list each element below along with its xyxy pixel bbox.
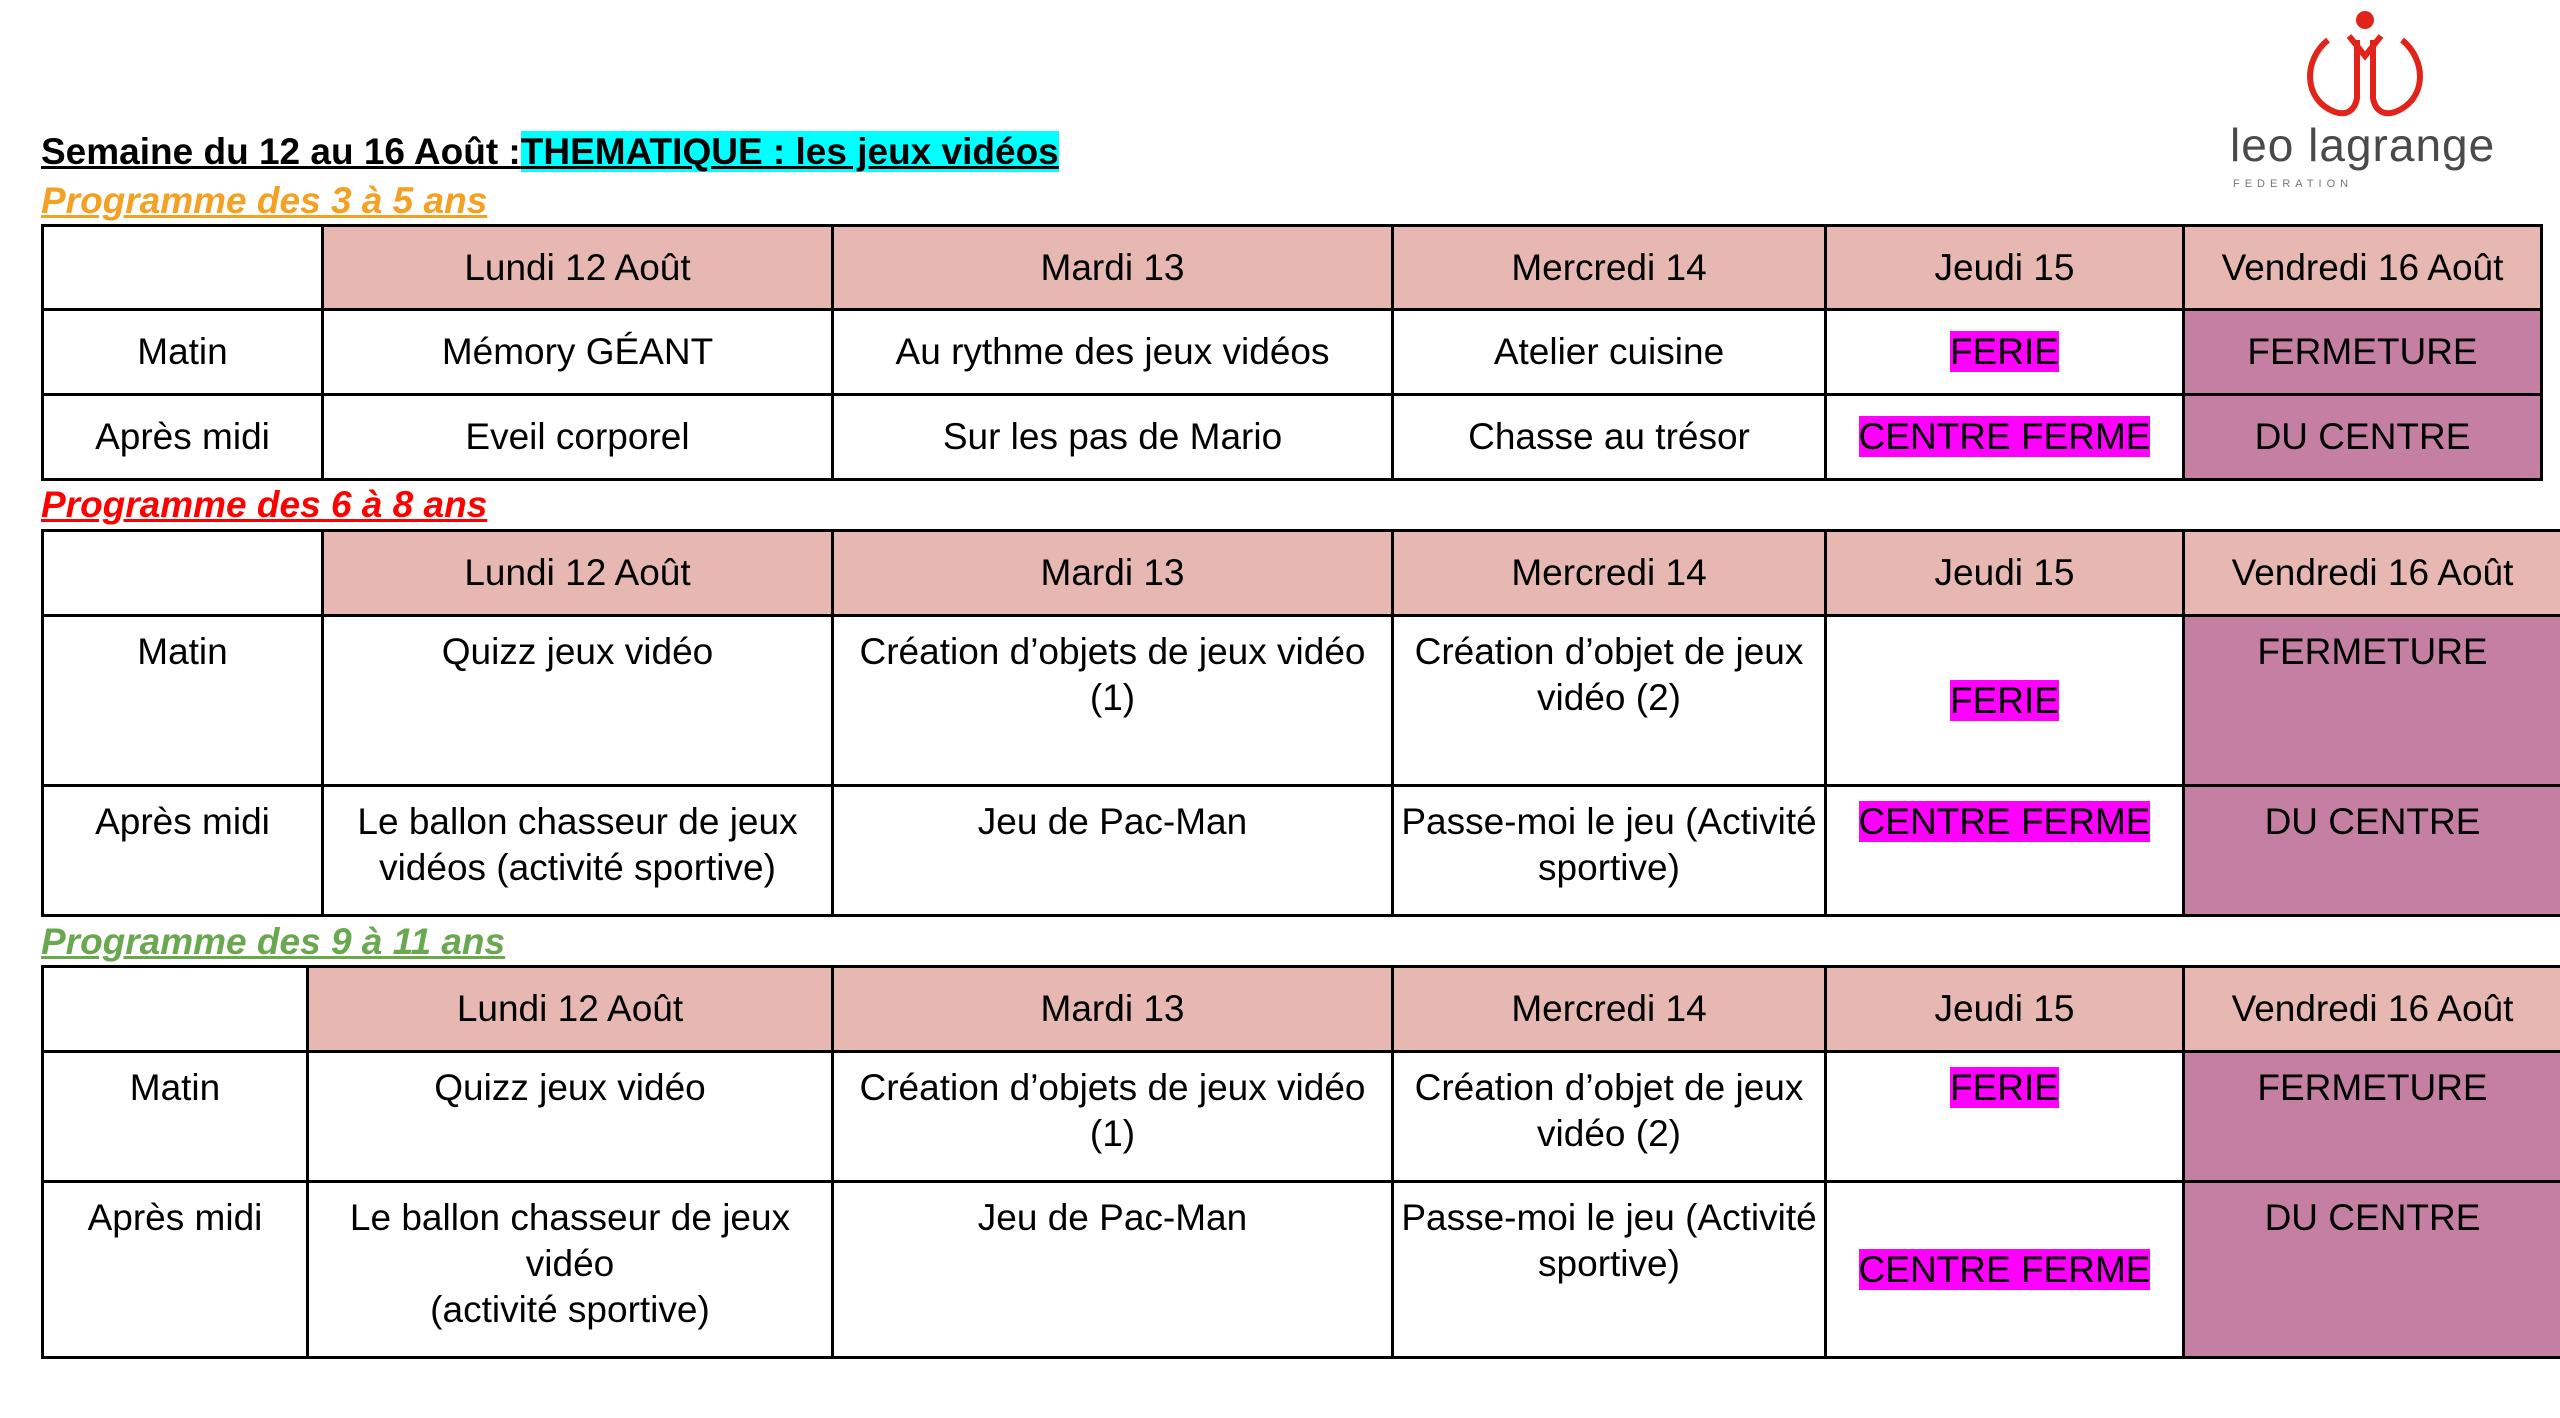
schedule-table-3-5: [41, 224, 2543, 481]
holiday-cell: [1826, 786, 2184, 916]
activity-cell: Jeu de Pac-Man: [833, 1182, 1393, 1358]
day-header: Vendredi 16 Août: [2184, 967, 2560, 1052]
schedule-table-9-11: [41, 965, 2560, 1359]
day-header: Lundi 12 Août: [323, 226, 833, 310]
day-header: Jeudi 15: [1826, 226, 2184, 310]
corner-cell: [43, 226, 323, 310]
row-label: Matin: [43, 616, 323, 786]
activity-cell: Mémory GÉANT: [323, 310, 833, 395]
activity-cell: [308, 1182, 833, 1358]
activity-cell: Quizz jeux vidéo: [308, 1052, 833, 1182]
closed-badge: CENTRE FERME: [1858, 801, 2151, 842]
table-row: [43, 310, 2542, 395]
day-header: Vendredi 16 Août: [2184, 531, 2560, 616]
row-label: Après midi: [43, 786, 323, 916]
day-header: Mardi 13: [833, 531, 1393, 616]
table-header-row: [43, 226, 2542, 310]
closed-badge: CENTRE FERME: [1858, 1248, 2151, 1290]
row-label: Après midi: [43, 1182, 308, 1358]
day-header: Mardi 13: [833, 226, 1393, 310]
day-header: Jeudi 15: [1826, 531, 2184, 616]
activity-cell: Création d’objet de jeux vidéo (2): [1393, 1052, 1826, 1182]
holiday-badge: FERIE: [1950, 1067, 2059, 1108]
holiday-cell: [1826, 616, 2184, 786]
activity-cell: Chasse au trésor: [1393, 395, 1826, 480]
closed-badge: CENTRE FERME: [1858, 416, 2151, 457]
holiday-cell: [1826, 1052, 2184, 1182]
table-row: [43, 786, 2560, 916]
activity-cell: Création d’objets de jeux vidéo (1): [833, 616, 1393, 786]
day-header: Jeudi 15: [1826, 967, 2184, 1052]
table-header-row: [43, 967, 2560, 1052]
corner-cell: [43, 967, 308, 1052]
day-header: Mercredi 14: [1393, 967, 1826, 1052]
row-label: Matin: [43, 1052, 308, 1182]
activity-cell: Jeu de Pac-Man: [833, 786, 1393, 916]
activity-subtext: (activité sportive): [430, 1289, 710, 1330]
day-header: Mercredi 14: [1393, 226, 1826, 310]
table-row: [43, 1052, 2560, 1182]
holiday-badge: FERIE: [1950, 679, 2059, 721]
closed-cell: FERMETURE: [2184, 616, 2560, 786]
table-header-row: [43, 531, 2560, 616]
theme-label: THEMATIQUE : les jeux vidéos: [520, 131, 1059, 172]
activity-cell: Eveil corporel: [323, 395, 833, 480]
activity-cell: Quizz jeux vidéo: [323, 616, 833, 786]
logo-name: leo lagrange: [2230, 119, 2496, 171]
closed-cell: FERMETURE: [2184, 310, 2542, 395]
section-title-3-5: Programme des 3 à 5 ans: [41, 180, 488, 221]
table-row: [43, 616, 2560, 786]
day-header: Lundi 12 Août: [323, 531, 833, 616]
activity-text: Le ballon chasseur de jeux vidéo: [349, 1197, 791, 1284]
closed-cell: DU CENTRE: [2184, 1182, 2560, 1358]
schedule-table-6-8: [41, 529, 2560, 917]
table-row: [43, 1182, 2560, 1358]
section-title-6-8: Programme des 6 à 8 ans: [41, 484, 488, 525]
holiday-cell: [1826, 1182, 2184, 1358]
logo-subtitle: FEDERATION: [2233, 178, 2354, 190]
page-title: [41, 130, 1059, 174]
activity-cell: Le ballon chasseur de jeux vidéos (activité sportive): [323, 786, 833, 916]
activity-cell: Atelier cuisine: [1393, 310, 1826, 395]
activity-cell: Sur les pas de Mario: [833, 395, 1393, 480]
day-header: Mercredi 14: [1393, 531, 1826, 616]
day-header: Lundi 12 Août: [308, 967, 833, 1052]
activity-cell: Passe-moi le jeu (Activité sportive): [1393, 1182, 1826, 1358]
activity-cell: Création d’objet de jeux vidéo (2): [1393, 616, 1826, 786]
closed-cell: DU CENTRE: [2184, 786, 2560, 916]
holiday-badge: FERIE: [1950, 331, 2059, 372]
day-header: Vendredi 16 Août: [2184, 226, 2542, 310]
closed-cell: DU CENTRE: [2184, 395, 2542, 480]
activity-cell: Passe-moi le jeu (Activité sportive): [1393, 786, 1826, 916]
corner-cell: [43, 531, 323, 616]
holiday-cell: [1826, 395, 2184, 480]
activity-cell: Au rythme des jeux vidéos: [833, 310, 1393, 395]
table-row: [43, 395, 2542, 480]
day-header: Mardi 13: [833, 967, 1393, 1052]
holiday-cell: [1826, 310, 2184, 395]
activity-cell: Création d’objets de jeux vidéo (1): [833, 1052, 1393, 1182]
section-title-9-11: Programme des 9 à 11 ans: [41, 921, 506, 962]
closed-cell: FERMETURE: [2184, 1052, 2560, 1182]
week-label: Semaine du 12 au 16 Août :: [41, 131, 521, 172]
row-label: Après midi: [43, 395, 323, 480]
row-label: Matin: [43, 310, 323, 395]
